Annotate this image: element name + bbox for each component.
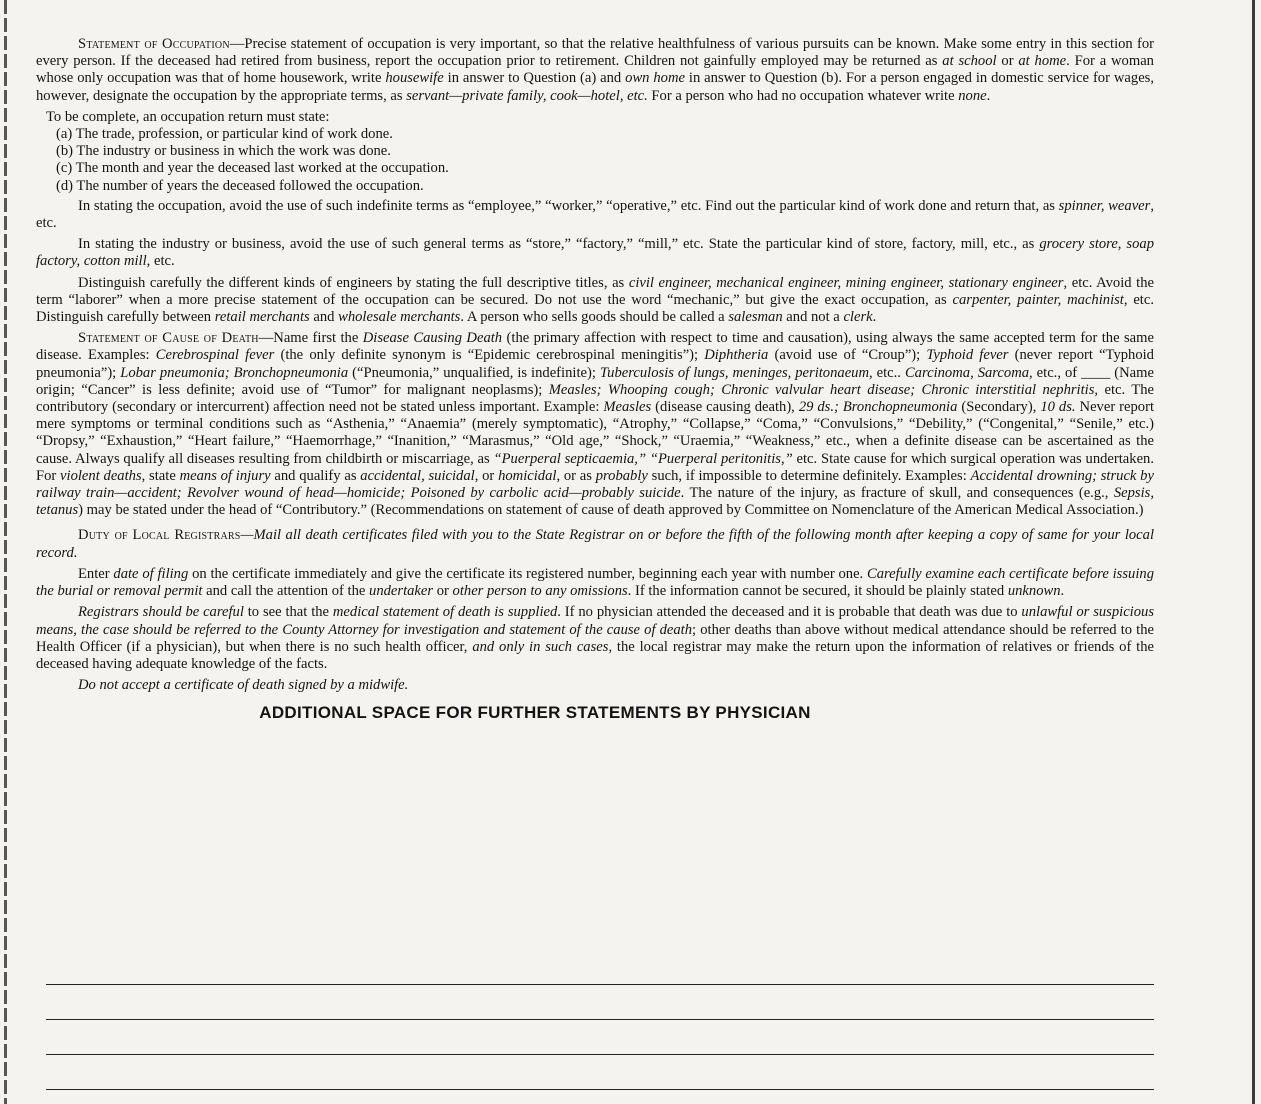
cause-of-death-body: —Name first the Disease Causing Death (the primary affection with respect to time and causation), using always the same accepted term for the same disease. Examples: Cerebrospinal fever (the only definite synonym is “Epidemic cerebrospinal meningitis”); Diphtheria (avoid use of “Croup”); Typhoid fever (never report “Typhoid pneumonia”); Lobar pneumonia; Bronchopneumonia (“Pneumonia,” unqualified, is indefinite); Tuberculosis of lungs, meninges, peritonaeum, etc.. Carcinoma, Sarcoma, etc., of ____ (Name origin; “Cancer” is less definite; avoid use of “Tumor” for malignant neoplasms); Measles; Whooping cough; Chronic valvular heart disease; Chronic interstitial nephritis, etc. The contributory (secondary or intercurrent) affection need not be stated unless important. Example: Measles (disease causing death), 29 ds.; Bronchopneumonia (Secondary), 10 ds. Never report mere symptoms or terminal conditions such as “Asthenia,” “Anaemia” (merely symptomatic), “Atrophy,” “Collapse,” “Coma,” “Convulsions,” “Debility,” (“Congenital,” “Senile,” etc.) “Dropsy,” “Exhaustion,” “Heart failure,” “Haemorrhage,” “Inanition,” “Marasmus,” “Old age,” “Shock,” “Uraemia,” “Weakness,” etc., when a definite disease can be ascertained as the cause. Always qualify all diseases resulting from childbirth or miscarriage, as “Puerperal septicaemia,” “Puerperal peritonitis,” etc. State cause for which surgical operation was undertaken. For violent deaths, state means of injury and qualify as accidental, suicidal, or homicidal, or as probably such, if impossible to determine definitely. Examples: Accidental drowning; struck by railway train—accident; Revolver wound of head—homicide; Poisoned by carbolic acid—probably suicide. The nature of the injury, as fracture of skull, and consequences (e.g., Sepsis, tetanus) may be stated under the head of “Contributory.” (Recommendations on statement of cause of death approved by Committee on Nomenclature of the American Medical Association.) (36, 330, 1155, 519)
italic-text: clerk (843, 309, 873, 326)
italic-text: —Mail all death certificates filed with you to the State Registrar on or before the fifth of the following month after keeping a copy of same for your local record. (36, 527, 1154, 561)
list-item: (c) The month and year the deceased last worked at the occupation. (56, 160, 449, 177)
italic-text: retail merchants (214, 309, 310, 326)
writing-line[interactable] (46, 1020, 1154, 1055)
italic-text: at school (942, 53, 997, 70)
italic-text: Cerebrospinal fever (155, 347, 275, 364)
occupation-paragraph (36, 36, 1154, 105)
italic-text: servant—private family, cook—hotel, etc. (406, 87, 648, 104)
italic-text: 29 ds.; Bronchopneumonia (798, 399, 958, 416)
right-margin-rule (1252, 0, 1255, 1104)
list-item: (d) The number of years the deceased followed the occupation. (56, 177, 424, 194)
industry-paragraph: In stating the industry or business, avoid the use of such general terms as “store,” “factory,” “mill,” etc. State the particular kind of store, factory, mill, etc., as grocery store, soap factory, cotton mill, etc. (36, 236, 1155, 270)
writing-line[interactable] (46, 950, 1154, 985)
cause-of-death-heading: Statement of Cause of Death (78, 330, 259, 347)
additional-space-heading: ADDITIONAL SPACE FOR FURTHER STATEMENTS BY PHYSICIAN (259, 703, 811, 723)
italic-text: unlawful or suspicious means, the case should be referred to the County Attorney for investigation and statement of the cause of death (36, 604, 1155, 638)
italic-text: date of filing (113, 565, 189, 582)
italic-text: homicidal (498, 467, 557, 484)
italic-text: housewife (385, 70, 444, 87)
italic-text: medical statement of death is supplied (332, 604, 558, 621)
italic-text: “Puerperal septicaemia,” “Puerperal peritonitis,” (493, 450, 793, 467)
italic-text: unknown (1007, 583, 1061, 600)
list-item: (b) The industry or business in which the work was done. (56, 143, 391, 160)
occupation-requirements-list (46, 109, 1154, 195)
italic-text: own home (625, 70, 685, 87)
italic-text: wholesale merchants (338, 309, 461, 326)
italic-text: undertaker (369, 583, 434, 600)
filing-paragraph: Enter date of filing on the certificate immediately and give the certificate its registered number, beginning each year with number one. Carefully examine each certificate before issuing the burial or removal permit and call the attention of the undertaker or other person to any omissions. If the information cannot be secured, it should be plainly stated unknown. (36, 565, 1154, 600)
italic-text: Typhoid fever (926, 347, 1009, 364)
italic-text: carpenter, painter, machinist (952, 291, 1124, 308)
left-margin-rule (4, 0, 7, 1104)
italic-text: Sepsis, tetanus (36, 485, 1154, 519)
registrars-heading: Duty of Local Registrars (78, 527, 241, 544)
italic-text: Lobar pneumonia; Bronchopneumonia (120, 364, 349, 381)
italic-text: Diphtheria (704, 347, 769, 364)
italic-text: salesman (728, 309, 783, 326)
italic-text: Measles; Whooping cough; Chronic valvular heart disease; Chronic interstitial nephritis (548, 381, 1095, 398)
physician-statement-lines (46, 950, 1154, 1090)
italic-text: means of injury (179, 467, 271, 484)
italic-text: civil engineer, mechanical engineer, mining engineer, stationary engineer (628, 274, 1064, 291)
italic-text: none (958, 87, 987, 104)
italic-text: Do not accept a certificate of death signed by a midwife. (78, 677, 409, 694)
italic-text: other person to any omissions (452, 583, 628, 600)
italic-text: Carefully examine each certificate before issuing the burial or removal permit (36, 565, 1154, 600)
italic-text: and only in such cases (472, 638, 609, 655)
italic-text: spinner, weaver (1058, 197, 1151, 214)
italic-text: accidental, suicidal (360, 467, 475, 484)
occupation-heading: Statement of Occupation (78, 36, 230, 52)
writing-line[interactable] (46, 1055, 1154, 1090)
italic-text: Disease Causing Death (362, 330, 503, 347)
italic-text: at home (1018, 53, 1067, 70)
italic-text: probably (595, 467, 648, 484)
instructions-document (36, 36, 1154, 722)
engineers-paragraph: Distinguish carefully the different kinds of engineers by stating the full descriptive titles, as civil engineer, mechanical engineer, mining engineer, stationary engineer, etc. Avoid the term “laborer” when a more precise statement of the occupation can be secured. Do not use the word “mechanic,” but give the exact occupation, as carpenter, painter, machinist, etc. Distinguish carefully between retail merchants and wholesale merchants. A person who sells goods should be called a salesman and not a clerk. (36, 274, 1154, 326)
italic-text: Registrars should be careful (78, 604, 244, 621)
cause-of-death-paragraph (36, 330, 1154, 519)
italic-text: 10 ds. (1040, 399, 1076, 416)
avoid-terms-paragraph: In stating the occupation, avoid the use of such indefinite terms as “employee,” “worker,” “operative,” etc. Find out the particular kind of work done and return that, as spinner, weaver, etc. (36, 197, 1154, 232)
occupation-intro: —Precise statement of occupation is very important, so that the relative healthfulness of various pursuits can be known. Make some entry in this section for every person. If the deceased had retired from business, report the occupation prior to retirement. Children not gainfully employed may be returned as at school or at home. For a woman whose only occupation was that of home housework, write housewife in answer to Question (a) and own home in answer to Question (b). For a person engaged in domestic service for wages, however, designate the occupation by the appropriate terms, as servant—private family, cook—hotel, etc. For a person who had no occupation whatever write none. (36, 36, 1154, 104)
list-item: (a) The trade, profession, or particular kind of work done. (56, 126, 393, 143)
writing-line[interactable] (46, 985, 1154, 1020)
italic-text: Accidental drowning; struck by railway train—accident; Revolver wound of head—homicide; Poisoned by carbolic acid—probably suicide (36, 467, 1154, 502)
registrars-paragraph (36, 527, 1154, 561)
midwife-paragraph (36, 677, 1154, 694)
italic-text: Tuberculosis of lungs, meninges, peritonaeum (599, 364, 870, 381)
italic-text: violent deaths (60, 467, 142, 484)
italic-text: Measles (603, 399, 652, 416)
list-intro: To be complete, an occupation return must state: (46, 108, 330, 125)
italic-text: grocery store, soap factory, cotton mill (36, 236, 1155, 270)
italic-text: Carcinoma, Sarcoma (904, 364, 1030, 381)
careful-paragraph: Registrars should be careful to see that the medical statement of death is supplied. If no physician attended the deceased and it is probable that death was due to unlawful or suspicious means, the case should be referred to the County Attorney for investigation and statement of the cause of death; other deaths than above without medical attendance should be referred to the Health Officer (if a physician), but when there is no such health officer, and only in such cases, the local registrar may make the return upon the information of relatives or friends of the deceased having adequate knowledge of the facts. (36, 604, 1155, 672)
